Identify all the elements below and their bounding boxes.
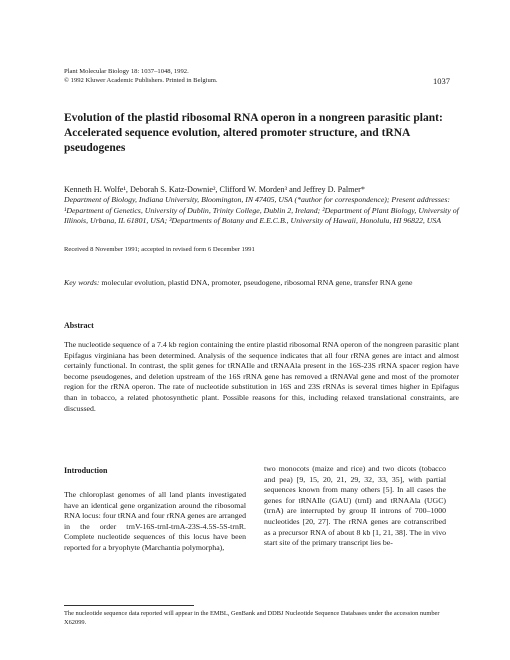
introduction-column-1: The chloroplast genomes of all land plants investigated have an identical gene organization around the ribosomal RNA locus: four tRNA and four rRNA genes are arranged in the order trnV-16S-trnI-trnA-23S-4.5S-5S-trnR. Complete nucleotide sequences of this locus have been reported for a bryophyte (Marchantia polymorpha), (64, 490, 246, 552)
introduction-column-2: two monocots (maize and rice) and two dicots (tobacco and pea) [9, 15, 20, 21, 29, 32, 33, 35], with partial sequences known from many others [5]. In all cases the genes for tRNAIle (GAU) (trnI) and tRNAAla (UGC) (trnA) are interrupted by group II introns of 700–1000 nucleotides [20, 27]. The rRNA genes are cotranscribed as a precursor RNA of about 8 kb [1, 21, 38]. The in vivo start site of the primary transcript lies be- (264, 464, 446, 548)
article-title: Evolution of the plastid ribosomal RNA operon in a nongreen parasitic plant: Accelerated sequence evolution, altered promoter structure, and tRNA pseudogenes (64, 112, 443, 154)
author-list: Kenneth H. Wolfe¹, Deborah S. Katz-Downie², Clifford W. Morden³ and Jeffrey D. Palmer* (64, 185, 365, 194)
journal-citation (64, 68, 218, 85)
keywords-text: molecular evolution, plastid DNA, promoter, pseudogene, ribosomal RNA gene, transfer RNA gene (101, 278, 413, 287)
introduction-heading: Introduction (64, 466, 108, 475)
footnote-rule (64, 605, 194, 606)
keywords (64, 278, 459, 289)
abstract-heading: Abstract (64, 321, 94, 330)
publisher-line: © 1992 Kluwer Academic Publishers. Printed in Belgium. (64, 76, 218, 84)
abstract-text: The nucleotide sequence of a 7.4 kb region containing the entire plastid ribosomal RNA operon of the nongreen parasitic plant Epifagus virginiana has been determined. Analysis of the sequence indicates that all four rRNA genes are intact and almost certainly functional. In contrast, the split genes for tRNAIle and tRNAAla present in the 16S-23S rRNA spacer region have become pseudogenes, and deletion upstream of the 16S rRNA gene has removed a tRNAVal gene and most of the promoter region for the rRNA operon. The rate of nucleotide substitution in 16S and 23S rRNAs is several times higher in Epifagus than in tobacco, a related photosynthetic plant. Possible reasons for this, including relaxed translational constraints, are discussed. (64, 340, 459, 413)
journal-line: Plant Molecular Biology 18: 1037–1048, 1992. (64, 68, 189, 75)
affiliations: Department of Biology, Indiana University, Bloomington, IN 47405, USA (*author for correspondence); Present addresses: ¹Department of Genetics, University of Dublin, Trinity College, Dublin 2, Ireland; ²Department of Plant Biology, University of Illinois, Urbana, IL 61801, USA; ³Departments of Botany and E.E.C.B., University of Hawaii, Honolulu, HI 96822, USA (64, 195, 459, 226)
footnote: The nucleotide sequence data reported will appear in the EMBL, GenBank and DDBJ Nucleotide Sequence Databases under the accession number X62099. (64, 610, 440, 626)
received-dates: Received 8 November 1991; accepted in revised form 6 December 1991 (64, 246, 255, 253)
keywords-label: Key words: (64, 278, 100, 287)
page-number: 1037 (433, 76, 450, 86)
